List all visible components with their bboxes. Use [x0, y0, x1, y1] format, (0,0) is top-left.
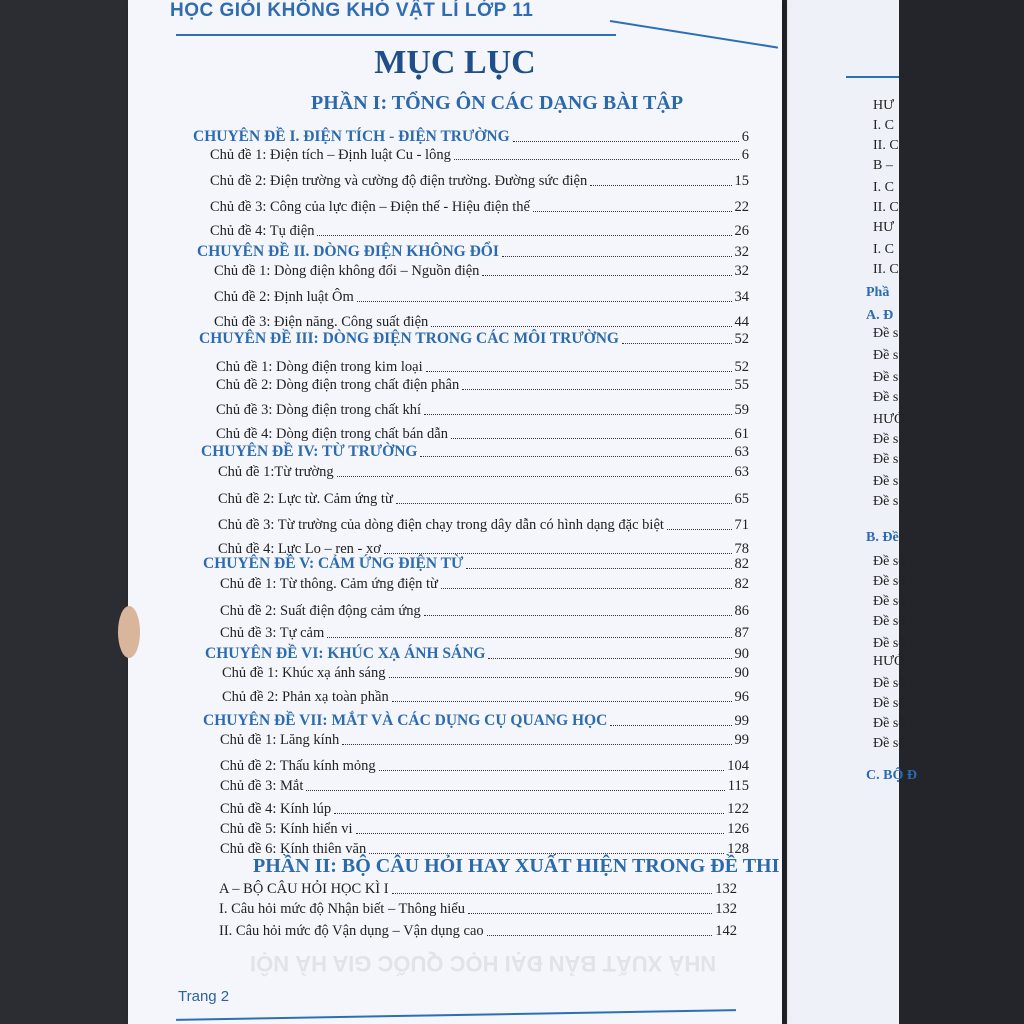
- topic-row-page: 96: [734, 689, 749, 705]
- topic-row-page: 6: [741, 147, 749, 163]
- topic-row-page: 122: [727, 801, 749, 817]
- topic-row-page: 99: [734, 732, 749, 748]
- leader-dots: [392, 893, 713, 894]
- right-page-entry: Phầ: [866, 285, 890, 300]
- chapter-title: CHUYÊN ĐỀ VII: MẮT VÀ CÁC DỤNG CỤ QUANG HỌC: [203, 712, 608, 729]
- leader-dots: [454, 159, 739, 160]
- topic-row: [210, 172, 749, 190]
- right-page-entry: Đề số: [873, 574, 906, 589]
- chapter-row-4: [201, 443, 749, 461]
- right-header-divider: [846, 76, 899, 78]
- leader-dots: [396, 503, 732, 504]
- topic-row-page: 61: [734, 426, 749, 442]
- topic-row: [220, 624, 749, 642]
- right-page-entry: HƯỚ: [873, 412, 905, 427]
- chapter-page: 82: [734, 556, 749, 572]
- right-page-entry: B. Đề: [866, 530, 899, 545]
- chapter-title: CHUYÊN ĐỀ II. DÒNG ĐIỆN KHÔNG ĐỔI: [197, 243, 499, 260]
- topic-row: [222, 664, 749, 682]
- topic-row-page: 115: [727, 778, 749, 794]
- right-page-entry: A. Đ: [866, 308, 894, 323]
- leader-dots: [482, 275, 731, 276]
- exam-row: [219, 900, 737, 918]
- topic-row-page: 34: [734, 289, 749, 305]
- part-1-title: PHẦN I: TỔNG ÔN CÁC DẠNG BÀI TẬP: [311, 92, 684, 114]
- leader-dots: [389, 677, 732, 678]
- topic-row: [220, 757, 749, 775]
- leader-dots: [306, 790, 724, 791]
- leader-dots: [424, 615, 732, 616]
- exam-row-label: II. Câu hỏi mức độ Vận dụng – Vận dụng cao: [219, 923, 484, 939]
- topic-row: [218, 516, 749, 534]
- right-page-entry: Đề s: [873, 432, 899, 447]
- chapter-row-6: [205, 645, 749, 663]
- topic-row-label: Chủ đề 3: Điện năng. Công suất điện: [214, 314, 429, 330]
- chapter-row-1: [193, 128, 749, 146]
- chapter-title: CHUYÊN ĐỀ I. ĐIỆN TÍCH - ĐIỆN TRƯỜNG: [193, 128, 510, 145]
- topic-row: [220, 840, 749, 858]
- right-page-entry: HƯ: [873, 220, 894, 235]
- chapter-row-5: [203, 555, 749, 573]
- right-page-entry: Đề s: [873, 326, 899, 341]
- right-page-entry: I. C: [873, 118, 894, 133]
- topic-row: [220, 777, 749, 795]
- leader-dots: [337, 476, 732, 477]
- finger: [118, 606, 140, 658]
- topic-row: [210, 198, 749, 216]
- chapter-title: CHUYÊN ĐỀ V: CẢM ỨNG ĐIỆN TỪ: [203, 555, 464, 572]
- leader-dots: [384, 553, 732, 554]
- chapter-page: 99: [734, 713, 749, 729]
- topic-row-label: Chủ đề 4: Kính lúp: [220, 801, 332, 817]
- leader-dots: [420, 456, 731, 457]
- topic-row-label: Chủ đề 2: Suất điện động cảm ứng: [220, 603, 421, 619]
- book-header-title: HỌC GIỎI KHÔNG KHÓ VẬT LÍ LỚP 11: [170, 0, 534, 21]
- topic-row-page: 86: [734, 603, 749, 619]
- right-page-entry: I. C: [873, 242, 894, 257]
- chapter-page: 63: [734, 444, 749, 460]
- leader-dots: [533, 211, 732, 212]
- chapter-title: CHUYÊN ĐỀ VI: KHÚC XẠ ÁNH SÁNG: [205, 645, 486, 662]
- topic-row-label: Chủ đề 1: Điện tích – Định luật Cu - lông: [210, 147, 451, 163]
- topic-row: [216, 376, 749, 394]
- topic-row-page: 22: [734, 199, 749, 215]
- topic-row: [216, 401, 749, 419]
- exam-row-label: I. Câu hỏi mức độ Nhận biết – Thông hiểu: [219, 901, 465, 917]
- right-page-entry: C. BỘ Đ: [866, 768, 917, 783]
- topic-row: [220, 602, 749, 620]
- topic-row: [216, 425, 749, 443]
- leader-dots: [468, 913, 712, 914]
- topic-row: [210, 146, 749, 164]
- leader-dots: [426, 371, 732, 372]
- leader-dots: [502, 256, 732, 257]
- leader-dots: [451, 438, 732, 439]
- topic-row: [214, 288, 749, 306]
- right-page-entry: Đề số: [873, 636, 906, 651]
- chapter-title: CHUYÊN ĐỀ III: DÒNG ĐIỆN TRONG CÁC MÔI TRƯỜNG: [199, 330, 619, 347]
- topic-row-page: 26: [734, 223, 749, 239]
- right-page-entry: Đề s: [873, 474, 899, 489]
- right-page-entry: HƯỚ: [873, 654, 905, 669]
- chapter-page: 6: [741, 129, 749, 145]
- exam-row-page: 142: [715, 923, 737, 939]
- leader-dots: [369, 853, 724, 854]
- leader-dots: [441, 588, 732, 589]
- topic-row-label: Chủ đề 1: Lăng kính: [220, 732, 340, 748]
- leader-dots: [342, 744, 731, 745]
- chapter-row-7: [203, 712, 749, 730]
- topic-row-page: 78: [734, 541, 749, 557]
- leader-dots: [392, 701, 732, 702]
- leader-dots: [327, 637, 731, 638]
- part-2-title: PHẦN II: BỘ CÂU HỎI HAY XUẤT HIỆN TRONG ĐỀ THI: [253, 855, 780, 877]
- leader-dots: [487, 935, 713, 936]
- topic-row-page: 104: [727, 758, 749, 774]
- right-page-entry: Đề số: [873, 736, 906, 751]
- topic-row-label: Chủ đề 3: Từ trường của dòng điện chạy trong dây dẫn có hình dạng đặc biệt: [218, 517, 664, 533]
- chapter-page: 32: [734, 244, 749, 260]
- topic-row-label: Chủ đề 2: Dòng điện trong chất điện phân: [216, 377, 460, 393]
- chapter-page: 52: [734, 331, 749, 347]
- right-page-entry: Đề số: [873, 554, 906, 569]
- leader-dots: [424, 414, 732, 415]
- leader-dots: [622, 343, 732, 344]
- right-page-entry: Đề số: [873, 614, 906, 629]
- right-page-entry: Đề s: [873, 390, 899, 405]
- leader-dots: [488, 658, 731, 659]
- right-page-entry: Đề số: [873, 696, 906, 711]
- leader-dots: [466, 568, 731, 569]
- topic-row: [220, 800, 749, 818]
- leader-dots: [590, 185, 731, 186]
- right-page-entry: II. C: [873, 262, 899, 277]
- topic-row-label: Chủ đề 3: Dòng điện trong chất khí: [216, 402, 421, 418]
- topic-row: [218, 490, 749, 508]
- topic-row-page: 128: [727, 841, 749, 857]
- header-divider: [176, 34, 616, 36]
- right-page-entry: Đề số: [873, 676, 906, 691]
- leader-dots: [379, 770, 725, 771]
- topic-row-page: 55: [734, 377, 749, 393]
- leader-dots: [462, 389, 731, 390]
- topic-row-label: Chủ đề 3: Mắt: [220, 778, 304, 794]
- topic-row: [222, 688, 749, 706]
- topic-row-label: Chủ đề 2: Định luật Ôm: [214, 289, 354, 305]
- topic-row-page: 32: [734, 263, 749, 279]
- topic-row: [214, 262, 749, 280]
- right-page-entry: I. C: [873, 180, 894, 195]
- topic-row-label: Chủ đề 2: Lực từ. Cảm ứng từ: [218, 491, 393, 507]
- topic-row-page: 90: [734, 665, 749, 681]
- page-number: Trang 2: [178, 988, 230, 1005]
- topic-row-label: Chủ đề 1: Dòng điện không đổi – Nguồn điện: [214, 263, 480, 279]
- topic-row-page: 71: [734, 517, 749, 533]
- topic-row: [216, 358, 749, 376]
- leader-dots: [356, 833, 725, 834]
- right-page-entry: Đề s: [873, 452, 899, 467]
- leader-dots: [431, 326, 731, 327]
- topic-row-label: Chủ đề 2: Phản xạ toàn phần: [222, 689, 389, 705]
- exam-row-page: 132: [715, 901, 737, 917]
- topic-row: [220, 820, 749, 838]
- exam-row-page: 132: [715, 881, 737, 897]
- topic-row-page: 59: [734, 402, 749, 418]
- right-page-entry: B –: [873, 158, 893, 173]
- right-page-entry: Đề s: [873, 348, 899, 363]
- right-page-entry: Đề s: [873, 494, 899, 509]
- right-page-entry: II. C: [873, 200, 899, 215]
- topic-row-label: Chủ đề 4: Lực Lo – ren - xơ: [218, 541, 381, 557]
- exam-row-label: A – BỘ CÂU HỎI HỌC KÌ I: [219, 881, 389, 897]
- leader-dots: [334, 813, 724, 814]
- chapter-title: CHUYÊN ĐỀ IV: TỪ TRƯỜNG: [201, 443, 418, 460]
- right-page-entry: Đề số: [873, 716, 906, 731]
- topic-row: [214, 313, 749, 331]
- leader-dots: [513, 141, 739, 142]
- chapter-page: 90: [734, 646, 749, 662]
- leader-dots: [667, 529, 732, 530]
- chapter-row-2: [197, 243, 749, 261]
- topic-row-page: 52: [734, 359, 749, 375]
- topic-row-label: Chủ đề 2: Điện trường và cường độ điện trường. Đường sức điện: [210, 173, 588, 189]
- topic-row: [218, 463, 749, 481]
- leader-dots: [317, 235, 731, 236]
- topic-row-page: 44: [734, 314, 749, 330]
- topic-row-label: Chủ đề 2: Thấu kính mỏng: [220, 758, 376, 774]
- right-page-entry: II. C: [873, 138, 899, 153]
- topic-row-page: 65: [734, 491, 749, 507]
- topic-row-label: Chủ đề 3: Tự cảm: [220, 625, 325, 641]
- page-title: MỤC LỤC: [374, 44, 536, 81]
- topic-row-page: 87: [734, 625, 749, 641]
- topic-row-label: Chủ đề 4: Dòng điện trong chất bán dẫn: [216, 426, 448, 442]
- publisher-watermark: NHÀ XUẤT BẢN ĐẠI HỌC QUỐC GIA HÀ NỘI: [250, 951, 717, 976]
- exam-row: [219, 880, 737, 898]
- exam-row: [219, 922, 737, 940]
- topic-row-page: 63: [734, 464, 749, 480]
- topic-row-label: Chủ đề 5: Kính hiển vi: [220, 821, 353, 837]
- topic-row: [220, 731, 749, 749]
- topic-row: [210, 222, 749, 240]
- right-page-entry: HƯ: [873, 98, 894, 113]
- leader-dots: [610, 725, 731, 726]
- topic-row-label: Chủ đề 4: Tụ điện: [210, 223, 315, 239]
- topic-row-label: Chủ đề 3: Công của lực điện – Điện thế - Hiệu điện thế: [210, 199, 530, 215]
- topic-row-label: Chủ đề 1: Từ thông. Cảm ứng điện từ: [220, 576, 438, 592]
- topic-row-label: Chủ đề 1: Dòng điện trong kim loại: [216, 359, 423, 375]
- topic-row-page: 15: [734, 173, 749, 189]
- topic-row-page: 82: [734, 576, 749, 592]
- chapter-row-3: [199, 330, 749, 348]
- topic-row-label: Chủ đề 1: Khúc xạ ánh sáng: [222, 665, 386, 681]
- topic-row: [220, 575, 749, 593]
- leader-dots: [357, 301, 732, 302]
- topic-row-label: Chủ đề 1:Từ trường: [218, 464, 334, 480]
- topic-row-page: 126: [727, 821, 749, 837]
- right-page-entry: Đề số: [873, 594, 906, 609]
- topic-row-label: Chủ đề 6: Kính thiên văn: [220, 841, 367, 857]
- right-page-entry: Đề s: [873, 370, 899, 385]
